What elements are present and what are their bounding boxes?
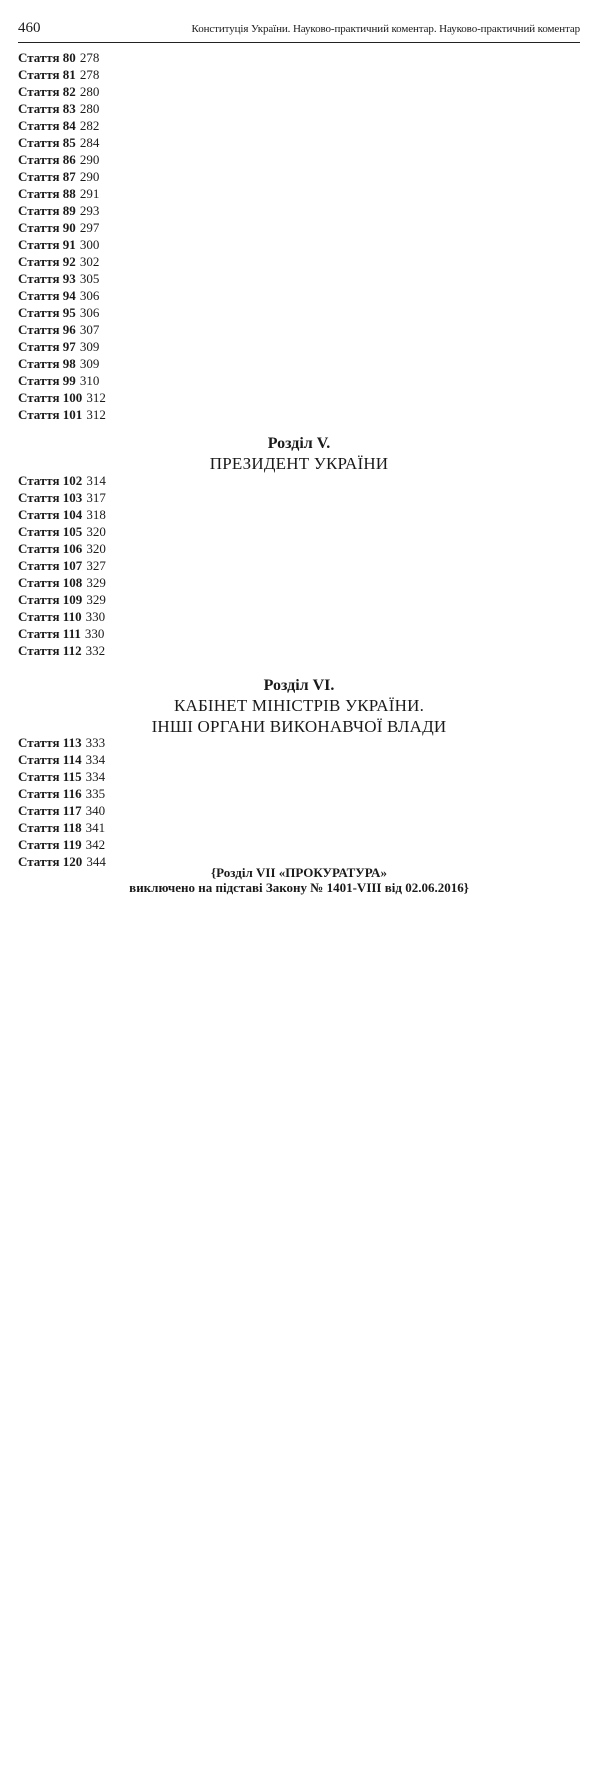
excluded-section-note xyxy=(18,865,580,895)
toc-entry-label: Стаття 106 xyxy=(18,541,83,556)
section-title: КАБІНЕТ МІНІСТРІВ УКРАЇНИ. xyxy=(173,696,425,715)
toc-entry xyxy=(18,507,571,524)
toc-entry-label: Стаття 114 xyxy=(18,752,82,767)
toc-entry-label: Стаття 91 xyxy=(18,237,76,252)
toc-entry xyxy=(18,373,571,390)
toc-entry-label: Стаття 113 xyxy=(18,735,82,750)
toc-entry xyxy=(18,473,571,490)
toc-entry-page: 330 xyxy=(84,626,105,641)
toc-entry xyxy=(18,541,571,558)
toc-entry-label: Стаття 80 xyxy=(18,50,76,65)
toc-entry-label: Стаття 87 xyxy=(18,169,76,184)
toc-entry xyxy=(18,305,571,322)
toc-entry xyxy=(18,152,571,169)
toc-entry-label: Стаття 109 xyxy=(18,592,83,607)
note-line: {Розділ VII «ПРОКУРАТУРА» xyxy=(211,865,387,880)
toc-entry xyxy=(18,237,571,254)
toc-entry-page: 306 xyxy=(79,305,100,320)
toc-entry-page: 332 xyxy=(85,643,106,658)
toc-entry xyxy=(18,322,571,339)
toc-entry-page: 334 xyxy=(85,769,106,784)
toc-entry-label: Стаття 82 xyxy=(18,84,76,99)
toc-entry xyxy=(18,288,571,305)
section-title: ІНШІ ОРГАНИ ВИКОНАВЧОЇ ВЛАДИ xyxy=(151,717,447,736)
toc-entry xyxy=(18,169,571,186)
toc-entry xyxy=(18,101,571,118)
toc-entry-page: 302 xyxy=(79,254,100,269)
toc-list-section-vi xyxy=(18,735,571,871)
toc-entry xyxy=(18,490,571,507)
toc-entry xyxy=(18,390,571,407)
section-title: ПРЕЗИДЕНТ УКРАЇНИ xyxy=(209,454,389,473)
toc-entry-label: Стаття 88 xyxy=(18,186,76,201)
toc-entry xyxy=(18,803,571,820)
toc-entry-page: 293 xyxy=(79,203,100,218)
toc-entry-label: Стаття 86 xyxy=(18,152,76,167)
toc-entry-page: 300 xyxy=(79,237,100,252)
toc-entry-page: 318 xyxy=(86,507,106,522)
toc-entry-page: 317 xyxy=(86,490,106,505)
toc-entry xyxy=(18,837,571,854)
toc-entry-label: Стаття 92 xyxy=(18,254,76,269)
toc-entry-label: Стаття 105 xyxy=(18,524,83,539)
toc-entry-page: 282 xyxy=(79,118,100,133)
toc-entry-label: Стаття 90 xyxy=(18,220,76,235)
toc-entry xyxy=(18,67,571,84)
toc-entry-label: Стаття 120 xyxy=(18,854,83,869)
toc-entry xyxy=(18,203,571,220)
toc-entry-label: Стаття 102 xyxy=(18,473,83,488)
toc-entry xyxy=(18,626,571,643)
toc-entry-page: 329 xyxy=(86,592,106,607)
toc-entry xyxy=(18,524,571,541)
page-header xyxy=(18,20,580,43)
toc-entry-label: Стаття 96 xyxy=(18,322,76,337)
toc-entry xyxy=(18,50,571,67)
toc-entry-page: 344 xyxy=(86,854,106,869)
toc-entry-label: Стаття 94 xyxy=(18,288,76,303)
toc-entry-page: 280 xyxy=(79,101,100,116)
toc-entry-label: Стаття 98 xyxy=(18,356,76,371)
toc-entry-page: 309 xyxy=(79,356,100,371)
toc-entry-page: 314 xyxy=(86,473,106,488)
toc-entry-label: Стаття 89 xyxy=(18,203,76,218)
toc-entry-label: Стаття 101 xyxy=(18,407,83,422)
toc-entry-label: Стаття 117 xyxy=(18,803,82,818)
toc-entry-label: Стаття 110 xyxy=(18,609,82,624)
toc-entry xyxy=(18,575,571,592)
toc-entry-label: Стаття 118 xyxy=(18,820,82,835)
toc-entry-page: 290 xyxy=(79,152,100,167)
toc-entry-page: 307 xyxy=(79,322,100,337)
toc-entry-label: Стаття 115 xyxy=(18,769,82,784)
toc-entry-page: 335 xyxy=(85,786,106,801)
toc-entry-page: 306 xyxy=(79,288,100,303)
toc-entry xyxy=(18,254,571,271)
toc-entry-page: 329 xyxy=(86,575,106,590)
toc-entry xyxy=(18,558,571,575)
section-v-heading xyxy=(18,434,580,474)
toc-entry-label: Стаття 119 xyxy=(18,837,82,852)
toc-list-section-v xyxy=(18,473,571,660)
toc-entry-page: 320 xyxy=(86,541,106,556)
toc-entry xyxy=(18,118,571,135)
toc-entry-label: Стаття 111 xyxy=(18,626,81,641)
toc-entry-label: Стаття 112 xyxy=(18,643,82,658)
toc-entry-label: Стаття 85 xyxy=(18,135,76,150)
toc-entry-label: Стаття 104 xyxy=(18,507,83,522)
toc-entry xyxy=(18,609,571,626)
toc-entry-label: Стаття 100 xyxy=(18,390,83,405)
toc-entry xyxy=(18,769,571,786)
toc-entry xyxy=(18,643,571,660)
toc-entry xyxy=(18,339,571,356)
toc-entry xyxy=(18,407,571,424)
toc-entry-label: Стаття 97 xyxy=(18,339,76,354)
toc-entry xyxy=(18,735,571,752)
toc-entry-label: Стаття 81 xyxy=(18,67,76,82)
toc-entry-page: 341 xyxy=(85,820,106,835)
toc-entry-label: Стаття 84 xyxy=(18,118,76,133)
toc-entry-page: 310 xyxy=(79,373,100,388)
toc-entry-page: 327 xyxy=(86,558,106,573)
section-vi-heading xyxy=(18,676,580,737)
note-line: виключено на підставі Закону № 1401-VIII від 02.06.2016} xyxy=(129,880,469,895)
toc-entry-page: 312 xyxy=(86,390,106,405)
section-label: Розділ VI. xyxy=(263,677,335,694)
toc-entry-label: Стаття 108 xyxy=(18,575,83,590)
toc-entry-page: 342 xyxy=(85,837,106,852)
toc-entry-label: Стаття 95 xyxy=(18,305,76,320)
running-title: Конституція України. Науково-практичний коментар. Науково-практичний коментар xyxy=(191,23,580,35)
toc-entry-page: 278 xyxy=(79,67,100,82)
toc-entry-label: Стаття 107 xyxy=(18,558,83,573)
toc-entry-page: 340 xyxy=(85,803,106,818)
toc-entry xyxy=(18,135,571,152)
toc-entry-page: 334 xyxy=(85,752,106,767)
toc-entry xyxy=(18,220,571,237)
toc-entry-page: 305 xyxy=(79,271,100,286)
toc-entry xyxy=(18,786,571,803)
toc-entry-page: 309 xyxy=(79,339,100,354)
toc-entry-page: 278 xyxy=(79,50,100,65)
toc-entry xyxy=(18,356,571,373)
toc-entry-label: Стаття 83 xyxy=(18,101,76,116)
toc-entry-page: 333 xyxy=(85,735,106,750)
toc-entry xyxy=(18,271,571,288)
toc-entry-page: 312 xyxy=(86,407,106,422)
toc-entry-page: 290 xyxy=(79,169,100,184)
toc-entry-page: 284 xyxy=(79,135,100,150)
page-number: 460 xyxy=(18,20,41,36)
toc-entry xyxy=(18,752,571,769)
toc-entry xyxy=(18,592,571,609)
toc-entry-label: Стаття 103 xyxy=(18,490,83,505)
toc-list-section-iv xyxy=(18,50,571,424)
toc-entry xyxy=(18,84,571,101)
toc-entry-label: Стаття 93 xyxy=(18,271,76,286)
toc-entry-page: 320 xyxy=(86,524,106,539)
toc-entry-label: Стаття 116 xyxy=(18,786,82,801)
section-label: Розділ V. xyxy=(267,435,331,452)
toc-entry-page: 280 xyxy=(79,84,100,99)
toc-entry-page: 297 xyxy=(79,220,100,235)
toc-entry-label: Стаття 99 xyxy=(18,373,76,388)
toc-entry xyxy=(18,186,571,203)
toc-entry-page: 330 xyxy=(85,609,106,624)
toc-entry xyxy=(18,820,571,837)
toc-entry-page: 291 xyxy=(79,186,100,201)
